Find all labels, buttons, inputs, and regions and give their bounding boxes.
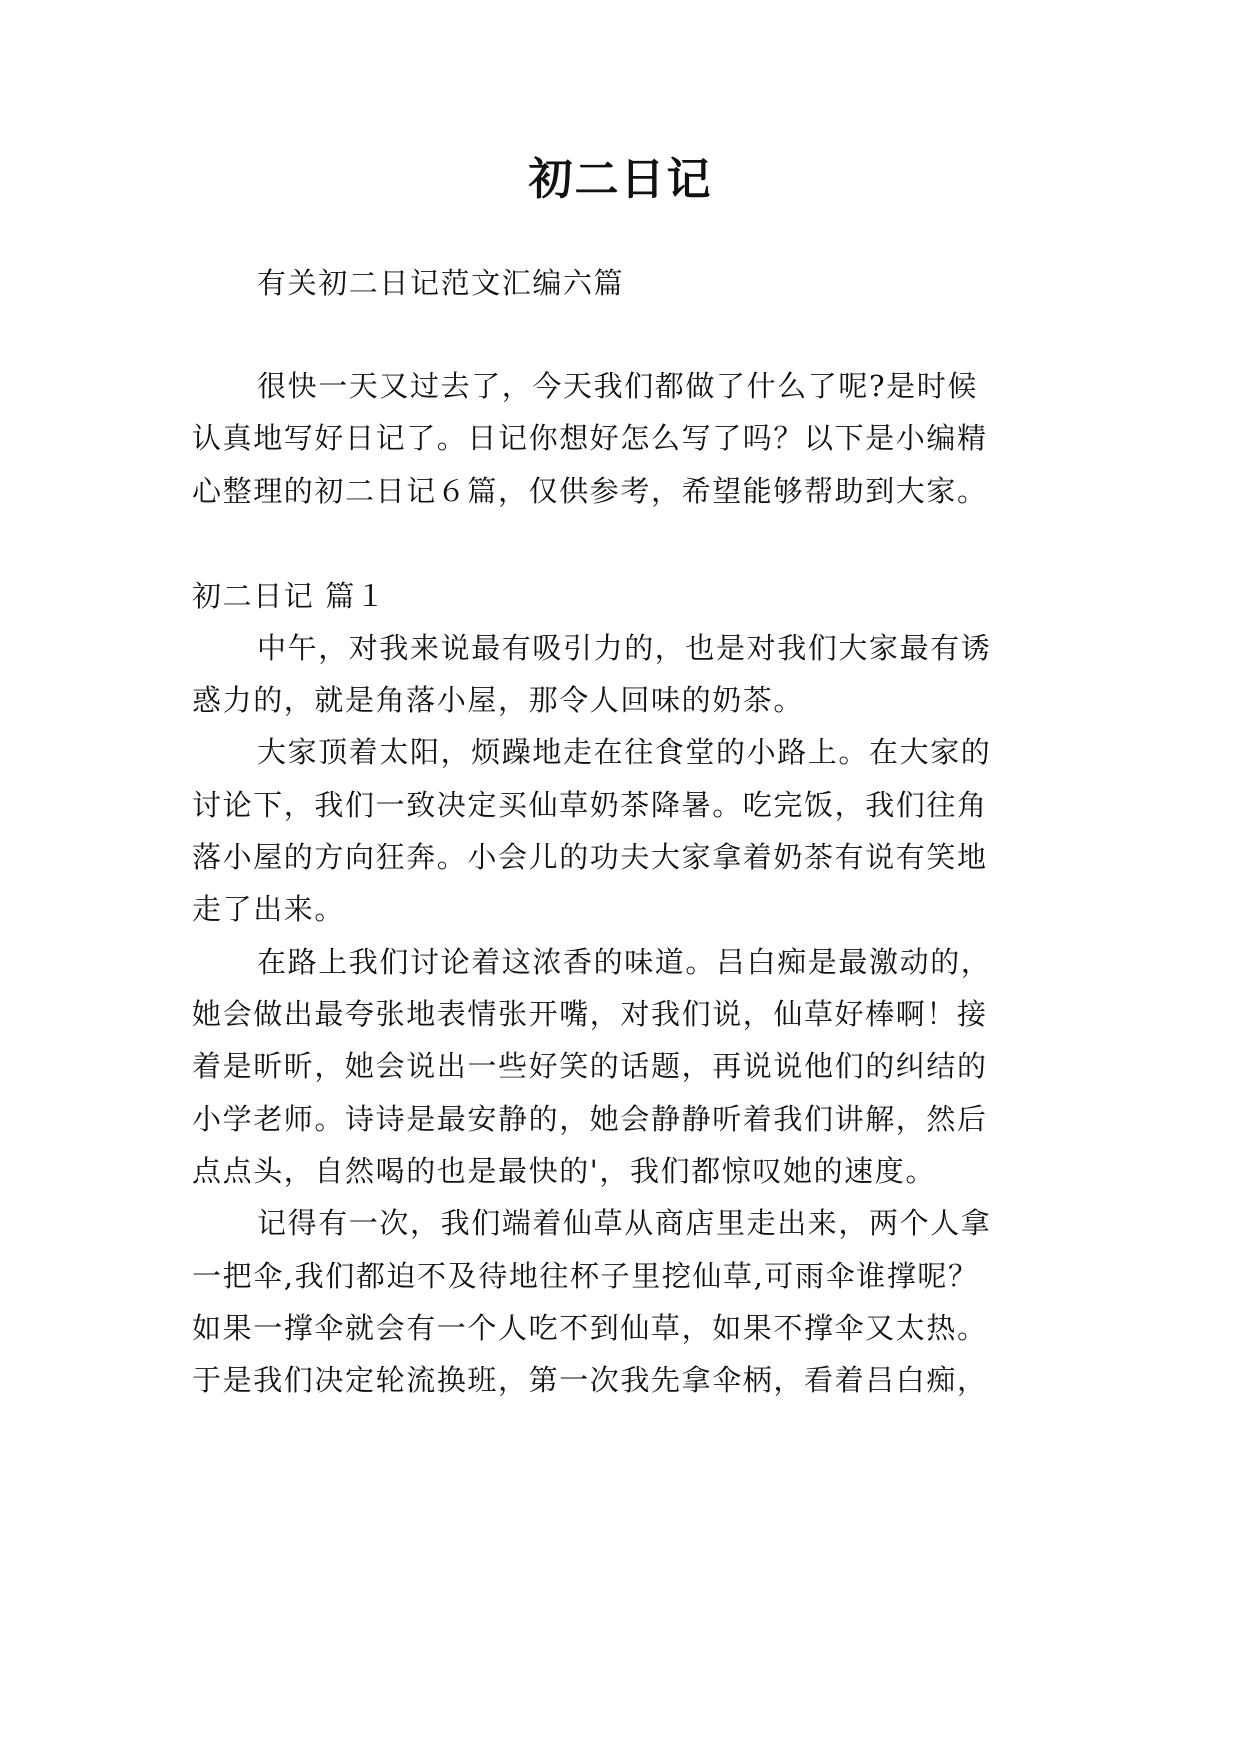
body-line: 记得有一次，我们端着仙草从商店里走出来，两个人拿	[257, 1206, 992, 1240]
body-line: 惑力的，就是角落小屋，那令人回味的奶茶。	[192, 683, 805, 717]
section-heading: 初二日记 篇１	[192, 579, 387, 613]
body-line: 讨论下，我们一致决定买仙草奶茶降暑。吃完饭，我们往角	[192, 788, 988, 822]
body-line: 她会做出最夸张地表情张开嘴，对我们说，仙草好棒啊！接	[192, 997, 988, 1031]
body-line: 小学老师。诗诗是最安静的，她会静静听着我们讲解，然后	[192, 1102, 988, 1136]
document-title: 初二日记	[528, 154, 713, 205]
body-line: 于是我们决定轮流换班，第一次我先拿伞柄，看着吕白痴，	[192, 1363, 988, 1397]
body-line: 着是昕昕，她会说出一些好笑的话题，再说说他们的纠结的	[192, 1049, 988, 1083]
body-line: 一把伞,我们都迫不及待地往杯子里挖仙草,可雨伞谁撑呢？	[192, 1259, 979, 1293]
body-line: 大家顶着太阳，烦躁地走在往食堂的小路上。在大家的	[257, 735, 992, 769]
intro-line: 认真地写好日记了。日记你想好怎么写了吗？以下是小编精	[192, 421, 988, 455]
body-line: 落小屋的方向狂奔。小会儿的功夫大家拿着奶茶有说有笑地	[192, 840, 988, 874]
body-line: 走了出来。	[192, 892, 346, 926]
document-subtitle: 有关初二日记范文汇编六篇	[257, 266, 625, 300]
body-line: 如果一撑伞就会有一个人吃不到仙草，如果不撑伞又太热。	[192, 1311, 988, 1345]
body-line: 中午，对我来说最有吸引力的，也是对我们大家最有诱	[257, 631, 992, 665]
body-line: 在路上我们讨论着这浓香的味道。吕白痴是最激动的，	[257, 945, 992, 979]
body-line: 点点头，自然喝的也是最快的'，我们都惊叹她的速度。	[192, 1154, 936, 1188]
intro-line: 很快一天又过去了，今天我们都做了什么了呢?是时候	[257, 369, 978, 403]
intro-line: 心整理的初二日记６篇，仅供参考，希望能够帮助到大家。	[192, 474, 988, 508]
